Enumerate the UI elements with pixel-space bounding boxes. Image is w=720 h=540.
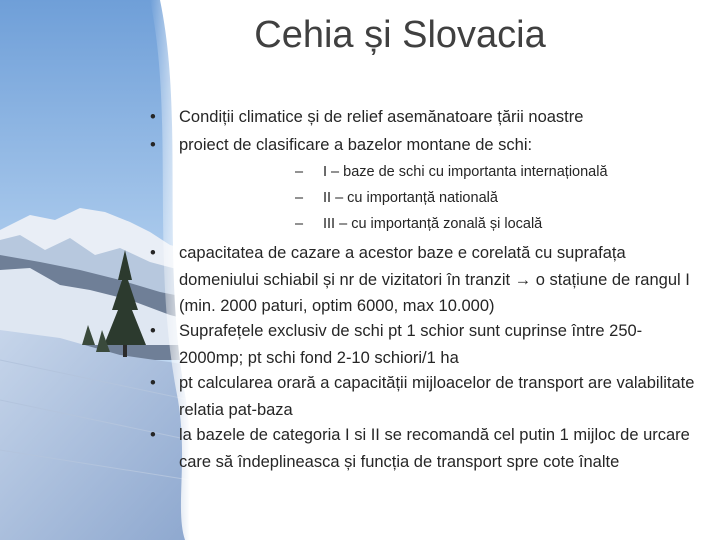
sub-bullet-marker: – xyxy=(295,164,304,180)
bullet-marker: • xyxy=(150,244,156,262)
bullet-marker: • xyxy=(150,374,156,392)
bullet-text: Suprafețele exclusiv de schi pt 1 schior sunt cuprinse între 250-2000mp; pt schi fond 2-10 schiori/1 ha xyxy=(179,322,643,367)
sub-bullet-text: I – baze de schi cu importanta internațională xyxy=(323,164,608,180)
bullet-text: capacitatea de cazare a acestor baze e corelată cu suprafața domeniului schiabil și nr de vizitatori în tranzit → o stațiune de rangul I (min. 2000 paturi, optim 6000, max 10.000) xyxy=(179,244,690,315)
bullet-marker: • xyxy=(150,136,156,154)
sub-bullet-marker: – xyxy=(295,216,304,232)
sub-bullet-text: II – cu importanță natională xyxy=(323,190,498,206)
bullet-marker: • xyxy=(150,426,156,444)
sub-bullet-marker: – xyxy=(295,190,304,206)
bullet-text: Condiții climatice și de relief asemănatoare țării noastre xyxy=(179,108,584,126)
slide-title: Cehia și Slovacia xyxy=(254,14,546,56)
bullet-marker: • xyxy=(150,322,156,340)
bullet-marker: • xyxy=(150,108,156,126)
mountain-snow-photo xyxy=(0,0,190,540)
bullet-text: la bazele de categoria I si II se recomandă cel putin 1 mijloc de urcare care să îndeplineasca și funcția de transport spre cote înalte xyxy=(179,426,690,471)
sub-bullet-text: III – cu importanță zonală și locală xyxy=(323,216,543,232)
bullet-text: pt calcularea orară a capacității mijloacelor de transport are valabilitate relatia pat-baza xyxy=(179,374,695,419)
bullet-text: proiect de clasificare a bazelor montane de schi: xyxy=(179,136,533,154)
